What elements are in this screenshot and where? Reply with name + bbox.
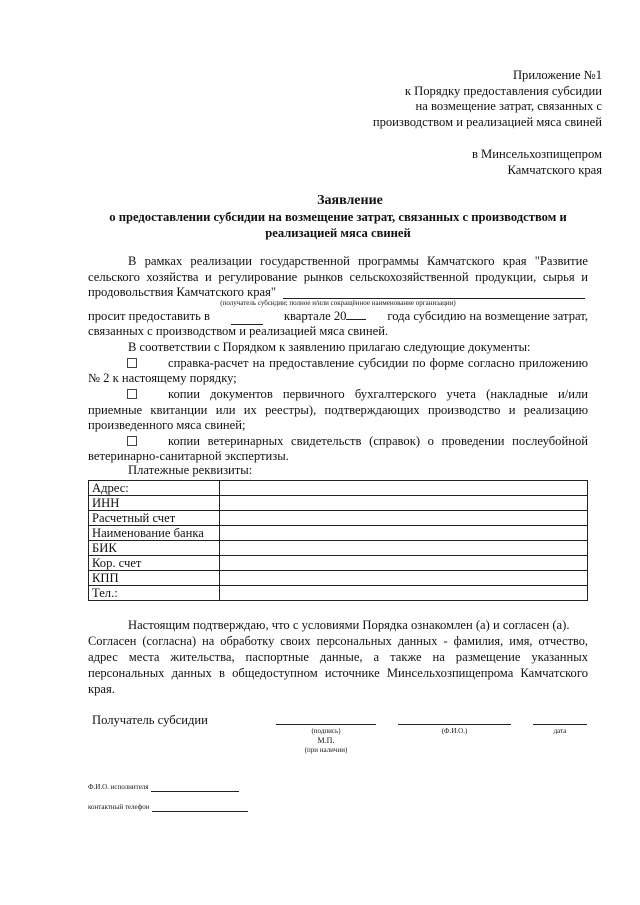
requisite-label: Тел.: <box>89 586 220 601</box>
confirm-line: адрес места жительства, паспортные данные, а также на размещение указанных <box>88 650 588 664</box>
table-row <box>89 496 588 511</box>
doc2-line: приемные квитанции или их реестры), подтверждающих производство и реализацию <box>88 403 588 417</box>
doc1-line: справка-расчет на предоставление субсидии по форме согласно приложению <box>168 356 588 370</box>
subtitle-line: реализацией мяса свиней <box>265 226 411 240</box>
phone-field <box>88 803 248 812</box>
paragraph-line: В рамках реализации государственной программы Камчатского края "Развитие <box>128 254 588 268</box>
requisite-label: Адрес: <box>89 481 220 496</box>
appendix-line: на возмещение затрат, связанных с <box>415 99 602 114</box>
requisite-label: Наименование банка <box>89 526 220 541</box>
executor-field <box>88 783 239 792</box>
checkbox-doc2[interactable] <box>127 389 137 399</box>
stamp-note: (при наличии) <box>304 746 348 754</box>
payment-heading: Платежные реквизиты: <box>128 463 253 477</box>
requisites-table <box>88 480 588 601</box>
signature-caption: (подпись) <box>311 727 341 735</box>
requisite-label: Кор. счет <box>89 556 220 571</box>
doc1-line: № 2 к настоящему порядку; <box>88 371 237 385</box>
title-main: Заявление <box>317 193 383 208</box>
doc3-line: копии ветеринарных свидетельств (справок) о проведении послеубойной <box>168 434 588 448</box>
recipient-line: в Минсельхозпищепром <box>471 147 602 161</box>
requisite-value[interactable] <box>220 526 588 541</box>
table-row <box>89 511 588 526</box>
fio-caption: (Ф.И.О.) <box>441 727 468 735</box>
confirm-line: Настоящим подтверждаю, что с условиями Порядка ознакомлен (а) и согласен (а). <box>128 618 570 632</box>
appendix-block <box>373 68 602 131</box>
paragraph-line: сельского хозяйства и регулирование рынков сельскохозяйственной продукции, сырья и <box>88 270 588 284</box>
checkbox-doc1[interactable] <box>127 358 137 368</box>
requisite-label: БИК <box>89 541 220 556</box>
signature-label: Получатель субсидии <box>92 713 208 727</box>
phone-line[interactable] <box>152 811 248 812</box>
table-row <box>89 526 588 541</box>
requisite-label: ИНН <box>89 496 220 511</box>
requisite-value[interactable] <box>220 496 588 511</box>
signature-line[interactable] <box>276 724 376 725</box>
requisite-value[interactable] <box>220 571 588 586</box>
requisite-value[interactable] <box>220 481 588 496</box>
requisite-value[interactable] <box>220 541 588 556</box>
table-row <box>89 571 588 586</box>
requisite-value[interactable] <box>220 586 588 601</box>
documents-intro: В соответствии с Порядком к заявлению прилагаю следующие документы: <box>128 340 531 354</box>
request-line <box>88 309 588 325</box>
appendix-line: производством и реализацией мяса свиней <box>372 115 602 130</box>
document-subtitle <box>88 209 588 241</box>
date-caption: дата <box>553 727 567 735</box>
document-title <box>60 192 640 209</box>
recipient-block <box>472 147 602 178</box>
phone-label: контактный телефон <box>88 803 150 811</box>
paragraph-line: продовольствия Камчатского края" <box>88 285 277 299</box>
appendix-title: Приложение №1 <box>512 68 602 82</box>
request-text-b <box>284 309 367 325</box>
doc2-line: произведенного мяса свиней; <box>88 418 246 432</box>
requisite-label: КПП <box>89 571 220 586</box>
requisite-value[interactable] <box>220 556 588 571</box>
stamp-label: М.П. <box>317 736 335 745</box>
doc2-line: копии документов первичного бухгалтерского учета (накладные и/или <box>168 387 588 401</box>
confirm-line: персональных данных в общедоступном источнике Минсельхозпищепрома Камчатского <box>88 666 588 680</box>
executor-line[interactable] <box>151 791 239 792</box>
confirm-line: Согласен (согласна) на обработку своих персональных данных - фамилия, имя, отчество, <box>88 634 588 648</box>
requisite-value[interactable] <box>220 511 588 526</box>
checkbox-doc3[interactable] <box>127 436 137 446</box>
fio-line[interactable] <box>398 724 511 725</box>
table-row <box>89 556 588 571</box>
quarter-blank <box>231 309 263 325</box>
requisite-label: Расчетный счет <box>89 511 220 526</box>
request-text-a: просит предоставить в <box>88 309 210 323</box>
paragraph-line: связанных с производством и реализацией мяса свиней. <box>88 324 389 338</box>
date-line[interactable] <box>533 724 587 725</box>
year-blank <box>346 319 366 320</box>
recipient-line: Камчатского края <box>507 162 602 177</box>
table-row <box>89 541 588 556</box>
organization-note: (получатель субсидии; полное и/или сокращённое наименование организации) <box>220 299 456 307</box>
subtitle-line: о предоставлении субсидии на возмещение затрат, связанных с производством и <box>109 210 567 224</box>
appendix-line: к Порядку предоставления субсидии <box>404 83 602 98</box>
doc3-line: ветеринарно-санитарной экспертизы. <box>88 449 289 463</box>
executor-label: Ф.И.О. исполнителя <box>88 783 149 791</box>
request-text-c: года субсидию на возмещение затрат, <box>387 309 588 323</box>
table-row <box>89 586 588 601</box>
quarter-year-text: квартале 20 <box>283 309 347 323</box>
table-row <box>89 481 588 496</box>
confirm-line: края. <box>88 682 115 696</box>
